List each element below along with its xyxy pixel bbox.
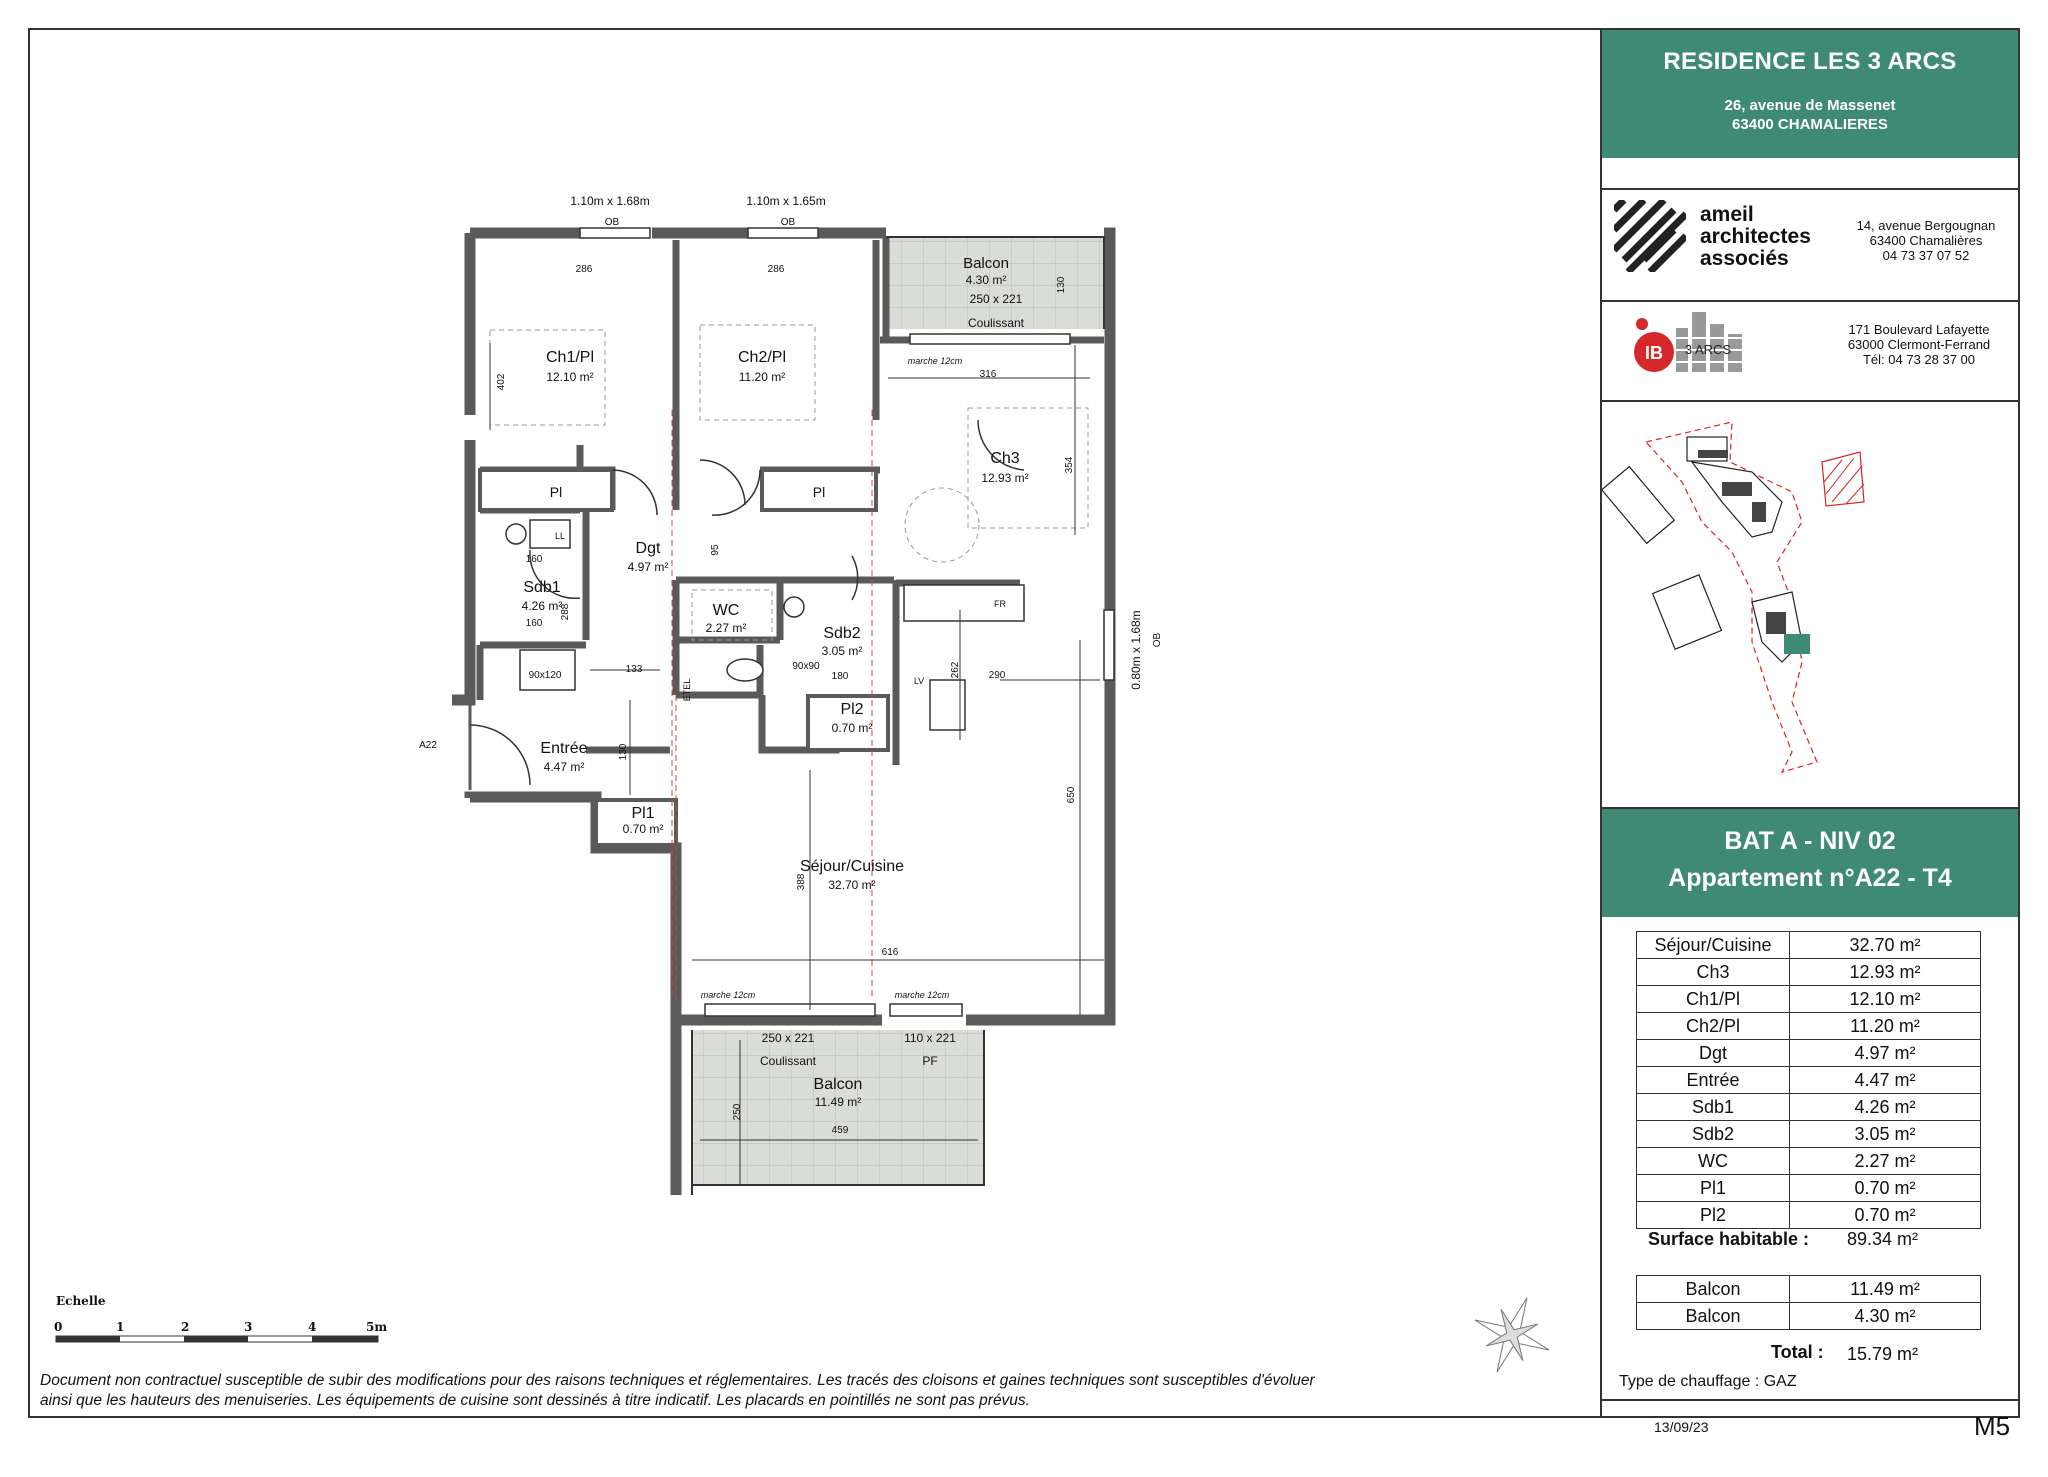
room-sejour-dim-w: 616 <box>881 947 899 958</box>
surface-habitable-value: 89.34 m² <box>1847 1229 1919 1249</box>
area-row-value: 3.05 m² <box>1790 1121 1981 1148</box>
fr-label: FR <box>994 599 1006 609</box>
balcony-row-value: 4.30 m² <box>1790 1303 1981 1330</box>
area-row <box>1637 1202 1981 1229</box>
balcony-bottom-door1: 250 x 221 <box>761 1031 815 1045</box>
architect-logo-line-2: architectes <box>1700 225 1811 248</box>
area-row-name: Pl1 <box>1637 1175 1790 1202</box>
balcony-bottom-dim-w: 459 <box>831 1125 849 1136</box>
area-row <box>1637 1148 1981 1175</box>
balcony-bottom-area: 11.49 m² <box>814 1095 862 1109</box>
room-entree-name: Entrée <box>540 740 588 757</box>
site-location-map <box>1602 402 2018 809</box>
room-sejour-marche-1: marche 12cm <box>700 990 756 1000</box>
area-row-name: Sdb1 <box>1637 1094 1790 1121</box>
areas-table <box>1636 931 1981 1229</box>
entry-door-label: A22 <box>419 740 437 751</box>
promoter-logo-ib: IB <box>1645 343 1663 363</box>
area-row-name: Entrée <box>1637 1067 1790 1094</box>
promoter-block <box>1602 302 2018 402</box>
area-row-name: WC <box>1637 1148 1790 1175</box>
room-ch2-area: 11.20 m² <box>738 370 786 384</box>
room-sejour-dim-h: 388 <box>796 873 807 891</box>
room-ch3-name: Ch3 <box>990 450 1020 467</box>
architect-logo-line-3: associés <box>1700 247 1789 270</box>
balcony-row <box>1637 1276 1981 1303</box>
balcony-top-area: 4.30 m² <box>965 273 1007 287</box>
balcony-total-label: Total : <box>1771 1342 1824 1362</box>
area-row <box>1637 959 1981 986</box>
room-dgt-area: 4.97 m² <box>627 560 669 574</box>
area-row <box>1637 932 1981 959</box>
balcony-bottom-door2: 110 x 221 <box>904 1031 956 1045</box>
room-pl1-name: Pl1 <box>631 805 655 822</box>
area-row-name: Séjour/Cuisine <box>1637 932 1790 959</box>
plan-window-1-label: 1.10m x 1.68m <box>570 194 650 208</box>
project-header <box>1602 30 2018 158</box>
document-date: 13/09/23 <box>1654 1419 1709 1435</box>
room-ch3-marche: marche 12cm <box>907 356 963 366</box>
balcony-top-dim: 130 <box>1056 276 1067 294</box>
room-sdb1-dim1: 160 <box>525 554 543 565</box>
area-row <box>1637 986 1981 1013</box>
area-row-name: Ch2/Pl <box>1637 1013 1790 1040</box>
area-row-value: 4.97 m² <box>1790 1040 1981 1067</box>
room-dgt-dim: 95 <box>710 544 721 556</box>
closet-ch2-label: Pl <box>812 484 826 500</box>
project-address-1: 26, avenue de Massenet <box>1724 97 1896 114</box>
area-row-name: Dgt <box>1637 1040 1790 1067</box>
room-ch2-dim: 286 <box>767 264 785 275</box>
lv-label: LV <box>913 676 925 686</box>
room-pl2-area: 0.70 m² <box>831 721 873 735</box>
room-ch1-area: 12.10 m² <box>546 370 594 384</box>
dim-290: 290 <box>988 670 1006 681</box>
project-name: RESIDENCE LES 3 ARCS <box>1663 48 1957 75</box>
promoter-phone: Tél: 04 73 28 37 00 <box>1862 352 1976 367</box>
room-wc-area: 2.27 m² <box>705 621 747 635</box>
area-row <box>1637 1175 1981 1202</box>
title-block <box>1602 30 2018 1477</box>
balcony-row-name: Balcon <box>1637 1303 1790 1330</box>
area-row-name: Pl2 <box>1637 1202 1790 1229</box>
architect-phone: 04 73 37 07 52 <box>1882 248 1970 263</box>
scale-bar <box>56 1336 378 1342</box>
promoter-logo-icon <box>1632 308 1762 388</box>
balconies-table <box>1636 1275 1981 1330</box>
architect-logo-icon <box>1614 200 1686 272</box>
balcony-total-value: 15.79 m² <box>1847 1344 1919 1364</box>
architect-block <box>1602 190 2018 302</box>
closet-ch1 <box>480 470 612 510</box>
area-row-value: 0.70 m² <box>1790 1175 1981 1202</box>
area-row-name: Ch1/Pl <box>1637 986 1790 1013</box>
promoter-address-1: 171 Boulevard Lafayette <box>1848 322 1990 337</box>
area-row-value: 2.27 m² <box>1790 1148 1981 1175</box>
area-row-value: 12.93 m² <box>1790 959 1981 986</box>
room-ch3-area: 12.93 m² <box>981 471 1029 485</box>
project-address-2: 63400 CHAMALIERES <box>1732 116 1888 133</box>
room-entree-area: 4.47 m² <box>543 760 585 774</box>
area-row-value: 32.70 m² <box>1790 932 1981 959</box>
sheet-number: M5 <box>1974 1411 2011 1441</box>
room-ch1-name: Ch1/Pl <box>545 349 595 366</box>
area-row-value: 4.26 m² <box>1790 1094 1981 1121</box>
room-sdb1-name: Sdb1 <box>523 579 561 596</box>
area-row-name: Ch3 <box>1637 959 1790 986</box>
room-sejour-dim-650: 650 <box>1066 786 1077 804</box>
disclaimer <box>40 1371 1460 1411</box>
room-sdb1-ll: LL <box>554 531 566 541</box>
area-row-value: 11.20 m² <box>1790 1013 1981 1040</box>
scale-title: Echelle <box>56 1294 106 1308</box>
balcony-bottom-door2-type: PF <box>922 1054 938 1068</box>
room-ch1-dim: 402 <box>496 373 507 391</box>
area-row <box>1637 1040 1981 1067</box>
room-sdb1-dim2: 160 <box>525 618 543 629</box>
unit-header <box>1602 809 2018 917</box>
compass-icon <box>1460 1283 1564 1387</box>
promoter-address-2: 63000 Clermont-Ferrand <box>1847 337 1991 352</box>
plan-window-2-label: 1.10m x 1.65m <box>746 194 826 208</box>
scale-tick-1: 1 <box>116 1320 125 1334</box>
area-row <box>1637 1013 1981 1040</box>
room-pl1-area: 0.70 m² <box>622 822 664 836</box>
area-row-value: 4.47 m² <box>1790 1067 1981 1094</box>
room-ch3-dim-w: 316 <box>979 369 997 380</box>
balcony-bottom-dim-h: 250 <box>732 1103 743 1121</box>
unit-building: BAT A - NIV 02 <box>1724 827 1896 855</box>
room-sdb1-dim3: 288 <box>560 603 571 621</box>
balcony-row-value: 11.49 m² <box>1790 1276 1981 1303</box>
room-ch1-dim2: 286 <box>575 264 593 275</box>
balcony-top-name: Balcon <box>963 255 1009 272</box>
room-sdb2-area: 3.05 m² <box>821 644 863 658</box>
balcony-row-name: Balcon <box>1637 1276 1790 1303</box>
room-entree-dim: 130 <box>618 743 629 761</box>
room-wc-name: WC <box>712 602 740 619</box>
area-row <box>1637 1094 1981 1121</box>
scale-tick-2: 2 <box>181 1320 190 1334</box>
surface-habitable-label: Surface habitable : <box>1648 1229 1810 1249</box>
plan-ob-1: OB <box>604 217 620 228</box>
plan-side-window-label: 0.80m x 1.68m <box>1129 610 1143 690</box>
room-ch2-name: Ch2/Pl <box>737 349 787 366</box>
area-row-value: 0.70 m² <box>1790 1202 1981 1229</box>
architect-address-2: 63400 Chamalières <box>1869 233 1983 248</box>
architect-address-1: 14, avenue Bergougnan <box>1856 218 1996 233</box>
room-ch3-dim-h: 354 <box>1064 456 1075 474</box>
room-sdb2-shower: 90x90 <box>792 661 820 672</box>
balcony-row <box>1637 1303 1981 1330</box>
plan-ob-2: OB <box>780 217 796 228</box>
room-sejour-marche-2: marche 12cm <box>894 990 950 1000</box>
promoter-logo-name: 3 ARCS <box>1684 342 1732 357</box>
room-dgt-name: Dgt <box>635 540 661 557</box>
scale-tick-3: 3 <box>244 1320 253 1334</box>
disclaimer-line-2: ainsi que les hauteurs des menuiseries. Les équipements de cuisine sont dessinés à titre indicatif. Les placards en pointillés ne sont pas prévus. <box>40 1392 1030 1409</box>
etel-label: ETEL <box>682 678 692 702</box>
balcony-bottom-door1-type: Coulissant <box>759 1054 817 1068</box>
architect-logo-text <box>1700 204 1811 270</box>
room-sdb2-name: Sdb2 <box>823 625 861 642</box>
unit-apartment: Appartement n°A22 - T4 <box>1668 864 1952 892</box>
room-sdb1-area: 4.26 m² <box>521 599 563 613</box>
dim-133: 133 <box>625 664 643 675</box>
room-sdb2-dim: 180 <box>831 671 849 682</box>
balcony-top-door: 250 x 221 <box>969 292 1023 306</box>
room-sejour-name: Séjour/Cuisine <box>799 858 905 875</box>
scale-tick-4: 4 <box>308 1320 317 1334</box>
disclaimer-line-1: Document non contractuel susceptible de subir des modifications pour des raisons techniques et réglementaires. Les tracés des cloisons et gaines techniques sont susceptibles d'évoluer <box>40 1372 1315 1389</box>
areas-section <box>1602 917 2018 1477</box>
scale-tick-5: 5m <box>366 1320 388 1334</box>
room-sejour-area: 32.70 m² <box>828 878 876 892</box>
dim-262: 262 <box>950 661 961 679</box>
room-pl2-name: Pl2 <box>840 701 864 718</box>
room-sdb1-shower: 90x120 <box>528 670 562 681</box>
area-row <box>1637 1121 1981 1148</box>
area-row <box>1637 1067 1981 1094</box>
balcony-top-door-type: Coulissant <box>967 316 1025 330</box>
heating-type: Type de chauffage : GAZ <box>1619 1373 1797 1390</box>
plan-side-ob: OB <box>1152 632 1163 648</box>
closet-ch1-label: Pl <box>549 484 563 500</box>
area-row-value: 12.10 m² <box>1790 986 1981 1013</box>
balcony-bottom-name: Balcon <box>813 1076 863 1093</box>
architect-logo-line-1: ameil <box>1700 203 1754 226</box>
scale-tick-0: 0 <box>54 1320 63 1334</box>
area-row-name: Sdb2 <box>1637 1121 1790 1148</box>
